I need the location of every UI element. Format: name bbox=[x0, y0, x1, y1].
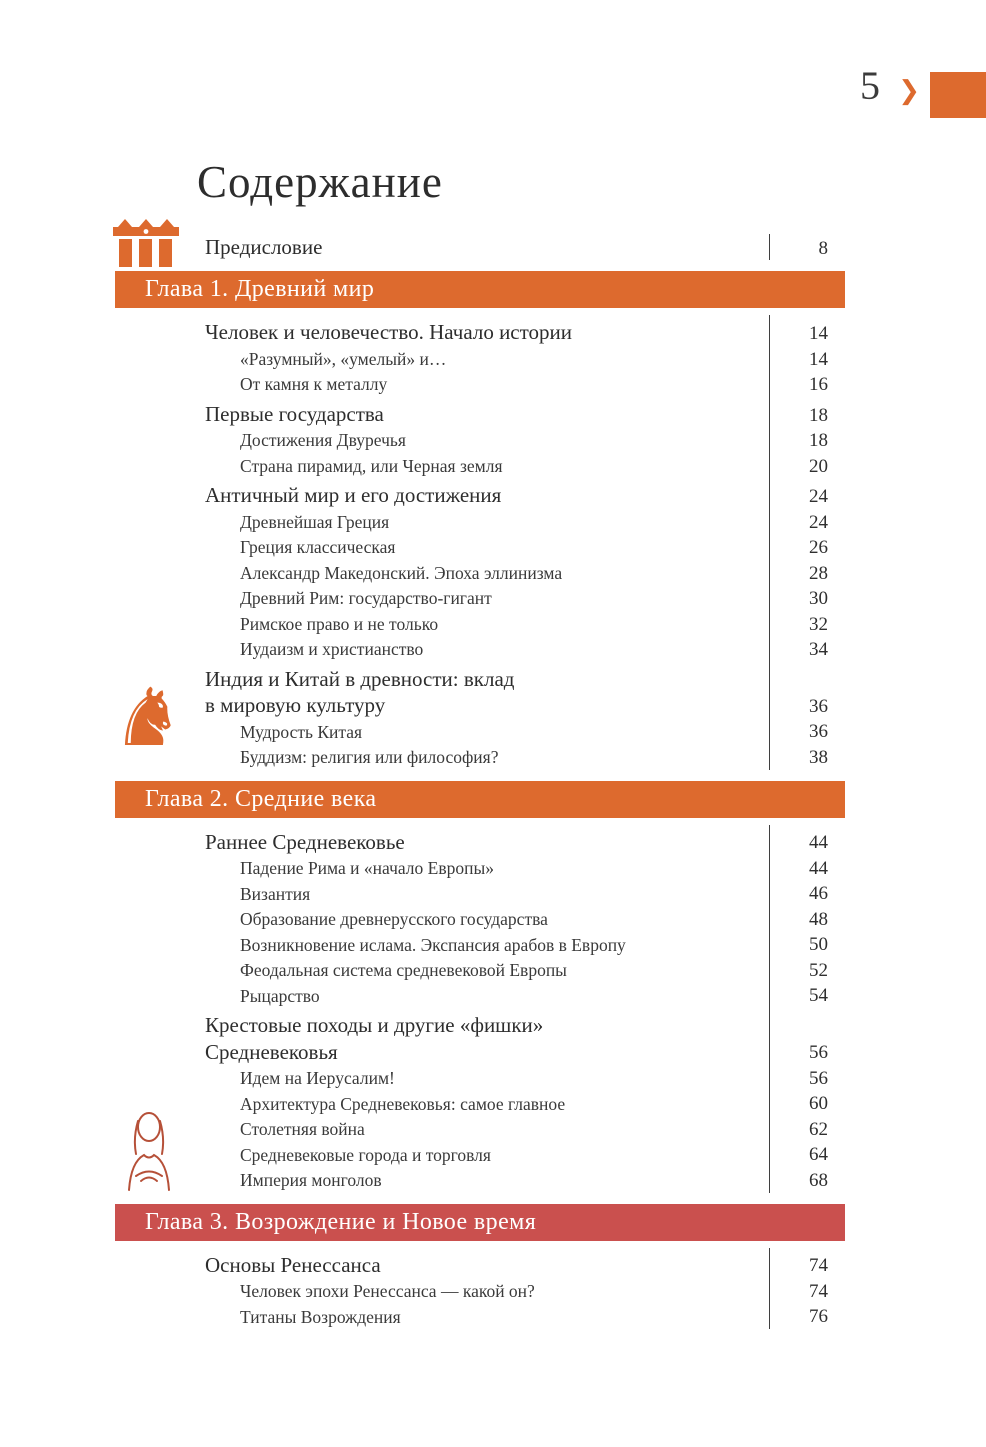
page-ref: 24 bbox=[809, 511, 828, 533]
toc-row bbox=[115, 427, 845, 453]
page-ref: 8 bbox=[818, 237, 828, 259]
toc-entry-page bbox=[769, 719, 845, 745]
toc-row bbox=[115, 1142, 845, 1168]
toc-entry-label bbox=[115, 371, 769, 397]
toc-entry-line: Образование древнерусского государства bbox=[240, 909, 548, 930]
horseman-icon: ♞ bbox=[112, 671, 184, 764]
toc-entry-page bbox=[769, 932, 845, 958]
toc-row bbox=[115, 509, 845, 535]
page-ref: 36 bbox=[809, 695, 828, 717]
toc-row bbox=[115, 1304, 845, 1330]
toc-entry-page bbox=[769, 881, 845, 907]
toc-entry-line: От камня к металлу bbox=[240, 374, 388, 395]
toc-entry-page bbox=[769, 585, 845, 611]
page-ref: 56 bbox=[809, 1042, 828, 1064]
toc-entry-label bbox=[115, 560, 769, 586]
page-ref: 74 bbox=[809, 1280, 828, 1302]
toc-row bbox=[115, 906, 845, 932]
toc-entry-label bbox=[115, 1248, 769, 1278]
toc-entry-line: Буддизм: религия или философия? bbox=[240, 747, 499, 768]
toc-row bbox=[115, 534, 845, 560]
toc-entry-line: Человек эпохи Ренессанса — какой он? bbox=[240, 1281, 535, 1302]
toc-entry-label bbox=[115, 662, 769, 719]
toc-entry-line: Александр Македонский. Эпоха эллинизма bbox=[240, 562, 563, 583]
toc-entry-label bbox=[115, 906, 769, 932]
toc-entry-label bbox=[115, 1091, 769, 1117]
toc-entry-line: Столетняя война bbox=[240, 1119, 365, 1140]
chapter-bar bbox=[115, 271, 845, 308]
toc-entry-line: Средневековья bbox=[205, 1039, 338, 1064]
toc-entry-page bbox=[769, 662, 845, 719]
page-ref: 18 bbox=[809, 404, 828, 426]
toc-entry-page bbox=[769, 825, 845, 855]
toc-entry-line: Архитектура Средневековья: самое главное bbox=[240, 1093, 566, 1114]
page-ref: 54 bbox=[809, 985, 828, 1007]
toc-row bbox=[115, 636, 845, 662]
toc-row bbox=[115, 719, 845, 745]
toc-entry-line: Страна пирамид, или Черная земля bbox=[240, 455, 503, 476]
page-ref: 76 bbox=[809, 1306, 828, 1328]
toc-entry-page bbox=[769, 534, 845, 560]
toc-entry-label bbox=[115, 957, 769, 983]
toc-entry-page bbox=[769, 371, 845, 397]
toc-entry-label bbox=[115, 1167, 769, 1193]
toc-entry-label bbox=[115, 1142, 769, 1168]
toc-entry-label bbox=[115, 234, 769, 260]
toc-row bbox=[115, 1008, 845, 1065]
toc-entry-label bbox=[115, 636, 769, 662]
toc-entry-label bbox=[115, 744, 769, 770]
toc-entry-page bbox=[769, 560, 845, 586]
toc-entry-line: в мировую культуру bbox=[205, 693, 386, 718]
toc-entry-label bbox=[115, 534, 769, 560]
toc-entry-page bbox=[769, 509, 845, 535]
toc-entry-line: Достижения Двуречья bbox=[240, 430, 406, 451]
chapter-bar bbox=[115, 1204, 845, 1241]
toc-row bbox=[115, 957, 845, 983]
toc-entry-line: Первые государства bbox=[205, 401, 384, 426]
page-ref: 26 bbox=[809, 537, 828, 559]
toc-entry-label bbox=[115, 1065, 769, 1091]
toc-entry-line: Иудаизм и христианство bbox=[240, 639, 424, 660]
toc-entry-page bbox=[769, 636, 845, 662]
page-ref: 68 bbox=[809, 1169, 828, 1191]
toc-entry-line: Мудрость Китая bbox=[240, 721, 363, 742]
toc-entry-line: Падение Рима и «начало Европы» bbox=[240, 858, 494, 879]
page-ref: 46 bbox=[809, 883, 828, 905]
toc-entry-label bbox=[115, 611, 769, 637]
chapter-title: Глава 3. Возрождение и Новое время bbox=[145, 1208, 537, 1235]
page-ref: 38 bbox=[809, 746, 828, 768]
toc-entry-label bbox=[115, 983, 769, 1009]
toc-entry-page bbox=[769, 744, 845, 770]
toc-row bbox=[115, 932, 845, 958]
toc-entry-line: Древний Рим: государство-гигант bbox=[240, 588, 492, 609]
toc-entry-line: Раннее Средневековье bbox=[205, 829, 405, 854]
toc-row bbox=[115, 1248, 845, 1278]
toc-row bbox=[115, 662, 845, 719]
toc-row bbox=[115, 881, 845, 907]
toc-row bbox=[115, 855, 845, 881]
page-ref: 24 bbox=[809, 486, 828, 508]
toc-row bbox=[115, 1091, 845, 1117]
toc-row bbox=[115, 983, 845, 1009]
toc-entry-page bbox=[769, 346, 845, 372]
page-ref: 48 bbox=[809, 908, 828, 930]
toc-row bbox=[115, 611, 845, 637]
page-ref: 44 bbox=[809, 832, 828, 854]
toc-entry-page bbox=[769, 315, 845, 345]
toc-entry-label bbox=[115, 453, 769, 479]
toc-entry-line: Возникновение ислама. Экспансия арабов в Европу bbox=[240, 934, 626, 955]
page-ref: 74 bbox=[809, 1255, 828, 1277]
chevron-right-icon: ❯ bbox=[898, 76, 920, 106]
toc-entry-line: Рыцарство bbox=[240, 985, 320, 1006]
page-ref: 50 bbox=[809, 934, 828, 956]
toc-entry-page bbox=[769, 478, 845, 508]
toc-entry-label bbox=[115, 855, 769, 881]
toc-entry-line: Основы Ренессанса bbox=[205, 1252, 381, 1277]
toc-row bbox=[115, 1278, 845, 1304]
toc-entry-page bbox=[769, 1248, 845, 1278]
toc-entry-page bbox=[769, 1065, 845, 1091]
toc-entry-page bbox=[769, 1008, 845, 1065]
page-ref: 28 bbox=[809, 562, 828, 584]
page-ref: 36 bbox=[809, 721, 828, 743]
toc-row bbox=[115, 825, 845, 855]
page-ref: 52 bbox=[809, 959, 828, 981]
page-ref: 14 bbox=[809, 323, 828, 345]
page-ref: 34 bbox=[809, 639, 828, 661]
toc-entry-label bbox=[115, 346, 769, 372]
toc-entry-page bbox=[769, 453, 845, 479]
page-ref: 16 bbox=[809, 374, 828, 396]
toc-entry-label bbox=[115, 427, 769, 453]
toc-entry-line: Средневековые города и торговля bbox=[240, 1144, 491, 1165]
toc-entry-page bbox=[769, 1304, 845, 1330]
portrait-icon bbox=[120, 1108, 178, 1197]
toc-entry-line: Византия bbox=[240, 883, 311, 904]
page-title: Содержание bbox=[197, 157, 443, 207]
toc-entry-page bbox=[769, 906, 845, 932]
toc-entry-line: Крестовые походы и другие «фишки» bbox=[205, 1013, 544, 1038]
toc-entry-page bbox=[769, 855, 845, 881]
toc-entry-line: «Разумный», «умелый» и… bbox=[240, 348, 447, 369]
page-ref: 62 bbox=[809, 1118, 828, 1140]
toc-row bbox=[115, 234, 845, 260]
toc-row bbox=[115, 453, 845, 479]
toc-row bbox=[115, 315, 845, 345]
chapter-title: Глава 1. Древний мир bbox=[145, 276, 375, 303]
toc-entry-label bbox=[115, 825, 769, 855]
page-ref: 56 bbox=[809, 1067, 828, 1089]
toc-row bbox=[115, 560, 845, 586]
toc-entry-line: Древнейшая Греция bbox=[240, 511, 390, 532]
toc-entry-label bbox=[115, 1278, 769, 1304]
toc-entry-label bbox=[115, 509, 769, 535]
toc-row bbox=[115, 397, 845, 427]
page-ref: 60 bbox=[809, 1093, 828, 1115]
toc-entry-label bbox=[115, 881, 769, 907]
chapter-bar bbox=[115, 781, 845, 818]
page-ref: 44 bbox=[809, 857, 828, 879]
chapter-title: Глава 2. Средние века bbox=[145, 785, 377, 812]
toc-entry-page bbox=[769, 611, 845, 637]
page-ref: 64 bbox=[809, 1144, 828, 1166]
toc-entry-page bbox=[769, 397, 845, 427]
toc-entry-page bbox=[769, 1278, 845, 1304]
toc-entry-label bbox=[115, 719, 769, 745]
toc-entry-line: Предисловие bbox=[205, 235, 323, 259]
page-ref: 30 bbox=[809, 588, 828, 610]
toc-row bbox=[115, 478, 845, 508]
toc bbox=[115, 234, 845, 1329]
toc-row bbox=[115, 371, 845, 397]
toc-entry-page bbox=[769, 957, 845, 983]
toc-entry-label bbox=[115, 585, 769, 611]
page-ref: 20 bbox=[809, 455, 828, 477]
toc-entry-label bbox=[115, 1304, 769, 1330]
toc-entry-page bbox=[769, 983, 845, 1009]
toc-entry-line: Античный мир и его достижения bbox=[205, 483, 502, 508]
toc-entry-page bbox=[769, 427, 845, 453]
toc-entry-line: Индия и Китай в древности: вклад bbox=[205, 666, 515, 691]
toc-entry-label bbox=[115, 1116, 769, 1142]
toc-entry-line: Титаны Возрождения bbox=[240, 1306, 401, 1327]
toc-entry-label bbox=[115, 478, 769, 508]
toc-entry-page bbox=[769, 1091, 845, 1117]
toc-entry-page bbox=[769, 1142, 845, 1168]
toc-entry-line: Империя монголов bbox=[240, 1170, 382, 1191]
toc-entry-page bbox=[769, 1116, 845, 1142]
toc-row bbox=[115, 744, 845, 770]
toc-entry-line: Греция классическая bbox=[240, 537, 396, 558]
corner-tab bbox=[930, 72, 986, 118]
toc-row bbox=[115, 585, 845, 611]
page-ref: 18 bbox=[809, 430, 828, 452]
toc-row bbox=[115, 1167, 845, 1193]
toc-entry-line: Идем на Иерусалим! bbox=[240, 1068, 395, 1089]
toc-row bbox=[115, 346, 845, 372]
toc-row bbox=[115, 1065, 845, 1091]
page-ref: 14 bbox=[809, 348, 828, 370]
toc-row bbox=[115, 1116, 845, 1142]
toc-entry-page bbox=[769, 234, 845, 260]
page-ref: 32 bbox=[809, 613, 828, 635]
toc-entry-line: Феодальная система средневековой Европы bbox=[240, 960, 567, 981]
toc-entry-label bbox=[115, 315, 769, 345]
toc-entry-label bbox=[115, 932, 769, 958]
page-number: 5 bbox=[860, 63, 880, 108]
toc-entry-line: Римское право и не только bbox=[240, 613, 439, 634]
toc-entry-label bbox=[115, 1008, 769, 1065]
toc-entry-label bbox=[115, 397, 769, 427]
temple-icon bbox=[110, 218, 182, 275]
toc-entry-line: Человек и человечество. Начало истории bbox=[205, 320, 573, 345]
toc-entry-page bbox=[769, 1167, 845, 1193]
